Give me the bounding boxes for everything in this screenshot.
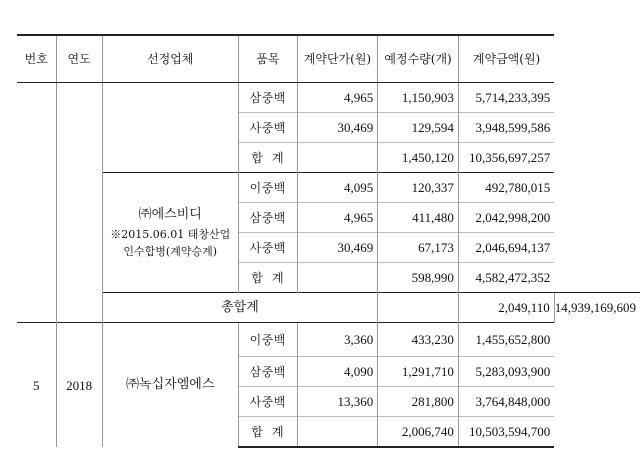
table-row bbox=[17, 83, 640, 113]
amount-cell: 2,046,694,137 bbox=[458, 233, 554, 263]
item-cell: 삼중백 bbox=[238, 203, 297, 233]
unit-price-cell: 4,965 bbox=[297, 83, 378, 113]
company-note-merger: 인수합병(계약승계) bbox=[123, 244, 218, 258]
header-company: 선정업체 bbox=[102, 35, 238, 83]
company-cell-empty bbox=[102, 83, 238, 173]
company-name: ㈜에스비디 bbox=[138, 207, 202, 223]
subtotal-quantity: 2,006,740 bbox=[378, 417, 459, 448]
unit-price-cell: 30,469 bbox=[297, 113, 378, 143]
header-amount: 계약금액(원) bbox=[458, 35, 554, 83]
number-cell: 5 bbox=[17, 323, 56, 448]
header-year: 연도 bbox=[56, 35, 102, 83]
quantity-cell: 281,800 bbox=[378, 387, 459, 417]
header-quantity: 예정수량(개) bbox=[378, 35, 459, 83]
quantity-cell: 67,173 bbox=[378, 233, 459, 263]
amount-cell: 5,714,233,395 bbox=[458, 83, 554, 113]
grand-total-blank bbox=[378, 293, 459, 323]
table-row bbox=[17, 323, 640, 357]
item-cell: 이중백 bbox=[238, 173, 297, 203]
quantity-cell: 1,291,710 bbox=[378, 357, 459, 387]
quantity-cell: 1,150,903 bbox=[378, 83, 459, 113]
header-item: 품목 bbox=[238, 35, 297, 83]
quantity-cell: 411,480 bbox=[378, 203, 459, 233]
amount-cell: 5,283,093,900 bbox=[458, 357, 554, 387]
quantity-cell: 129,594 bbox=[378, 113, 459, 143]
quantity-cell: 433,230 bbox=[378, 323, 459, 357]
item-cell: 이중백 bbox=[238, 323, 297, 357]
quantity-cell: 120,337 bbox=[378, 173, 459, 203]
grand-total-label: 총합계 bbox=[102, 293, 378, 323]
company-note-date: ※2015.06.01 태창산업 bbox=[110, 227, 231, 241]
subtotal-blank bbox=[297, 263, 378, 293]
subtotal-blank bbox=[297, 417, 378, 448]
amount-cell: 1,455,652,800 bbox=[458, 323, 554, 357]
amount-cell: 3,948,599,586 bbox=[458, 113, 554, 143]
amount-cell: 3,764,848,000 bbox=[458, 387, 554, 417]
subtotal-blank bbox=[297, 143, 378, 173]
subtotal-amount: 10,356,697,257 bbox=[458, 143, 554, 173]
contract-table bbox=[17, 34, 640, 448]
grand-total-row bbox=[17, 293, 640, 323]
subtotal-quantity: 598,990 bbox=[378, 263, 459, 293]
subtotal-amount: 10,503,594,700 bbox=[458, 417, 554, 448]
number-cell-empty bbox=[17, 83, 56, 323]
item-cell: 삼중백 bbox=[238, 83, 297, 113]
grand-total-quantity: 2,049,110 bbox=[458, 293, 554, 323]
subtotal-amount: 4,582,472,352 bbox=[458, 263, 554, 293]
subtotal-label: 합 계 bbox=[238, 143, 297, 173]
item-cell: 사중백 bbox=[238, 233, 297, 263]
amount-cell: 492,780,015 bbox=[458, 173, 554, 203]
subtotal-label: 합 계 bbox=[238, 263, 297, 293]
amount-cell: 2,042,998,200 bbox=[458, 203, 554, 233]
year-cell-empty bbox=[56, 83, 102, 323]
item-cell: 삼중백 bbox=[238, 357, 297, 387]
item-cell: 사중백 bbox=[238, 113, 297, 143]
year-cell: 2018 bbox=[56, 323, 102, 448]
item-cell: 사중백 bbox=[238, 387, 297, 417]
header-row bbox=[17, 35, 640, 83]
subtotal-label: 합 계 bbox=[238, 417, 297, 448]
unit-price-cell: 4,965 bbox=[297, 203, 378, 233]
unit-price-cell: 13,360 bbox=[297, 387, 378, 417]
subtotal-quantity: 1,450,120 bbox=[378, 143, 459, 173]
grand-total-amount: 14,939,169,609 bbox=[554, 293, 640, 323]
table-row bbox=[17, 173, 640, 203]
unit-price-cell: 30,469 bbox=[297, 233, 378, 263]
unit-price-cell: 4,095 bbox=[297, 173, 378, 203]
header-number: 번호 bbox=[17, 35, 56, 83]
contract-table-container bbox=[17, 34, 640, 448]
unit-price-cell: 3,360 bbox=[297, 323, 378, 357]
unit-price-cell: 4,090 bbox=[297, 357, 378, 387]
company-name: ㈜녹십자엠에스 bbox=[102, 323, 238, 448]
header-unit-price: 계약단가(원) bbox=[297, 35, 378, 83]
company-cell bbox=[102, 173, 238, 293]
